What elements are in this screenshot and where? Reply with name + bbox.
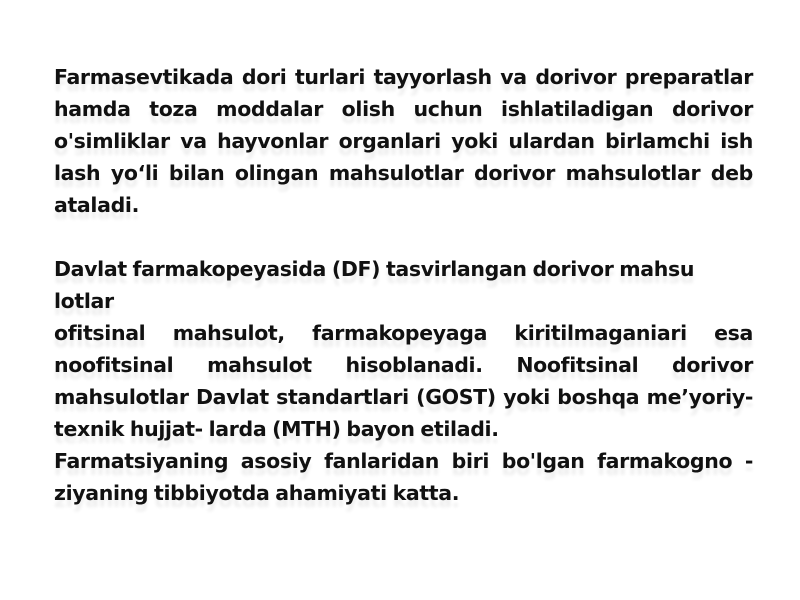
paragraph-df-intro: Davlat farmakopeyasida (DF) tasvirlangan dorivor mahsu lotlar <box>54 257 695 313</box>
paragraph-definition: Farmasevtikada dori turlari tayyorlash va dorivor preparatlar hamda toza moddalar olish uchun ishlatiladigan dorivor o'simliklar va hayvonlar organlari yoki ulardan birlamchi ish lash yo‘li bilan olingan mahsulotlar dorivor mahsulotlar deb ataladi. <box>54 65 753 217</box>
paragraph-ofitsinal: ofitsinal mahsulot, farmakopeyaga kiritilmaganiari esa noofitsinal mahsulot hisoblanadi. Noofitsinal dorivor mahsulotlar Davlat standartlari (GOST) yoki boshqa me’yoriy-texnik hujjat- larda (MTH) bayon etiladi. <box>54 321 753 441</box>
paragraph-farmakognoziya: Farmatsiyaning asosiy fanlaridan biri bo'lgan farmakogno - ziyaning tibbiyotda ahamiyati katta. <box>54 449 753 505</box>
